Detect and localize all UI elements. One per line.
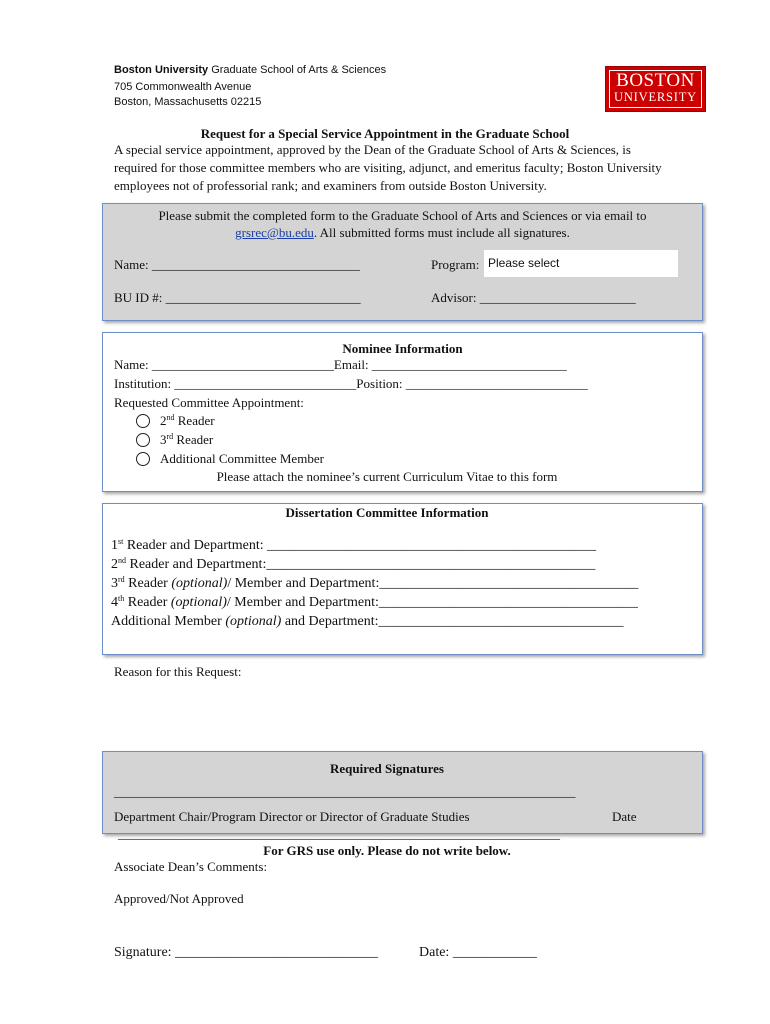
requester-name-field[interactable]: Name: ________________________________	[114, 257, 360, 272]
school-name: Graduate School of Arts & Sciences	[211, 64, 387, 76]
reason-input-area[interactable]	[114, 682, 674, 742]
signatures-heading: Required Signatures	[329, 761, 444, 776]
cv-note: Please attach the nominee’s current Curriculum Vitae to this form	[216, 469, 558, 484]
email-link[interactable]: grsrec@bu.edu	[235, 225, 314, 240]
nominee-heading: Nominee Information	[342, 341, 463, 356]
additional-member-radio[interactable]	[136, 452, 150, 466]
submit-instruction-line2	[102, 224, 703, 241]
submit-instruction-tail: . All submitted forms must include all signatures.	[313, 225, 570, 240]
logo-line-1: BOSTON	[616, 70, 695, 91]
approval-status: Approved/Not Approved	[114, 891, 244, 906]
reason-label: Reason for this Request:	[114, 664, 242, 679]
second-reader-radio[interactable]	[136, 414, 150, 428]
first-reader-field[interactable]: 1st Reader and Department: _______________________________________________	[111, 537, 597, 553]
program-select[interactable]: Please select	[484, 250, 678, 277]
grs-separator-rule: ____________________________________________________________________	[118, 826, 560, 841]
submit-instruction-line1: Please submit the completed form to the Graduate School of Arts and Sciences or via email to	[158, 208, 647, 223]
fourth-reader-field[interactable]: 4th Reader (optional)/ Member and Department:_____________________________________	[111, 594, 638, 610]
grs-heading: For GRS use only. Please do not write below.	[263, 843, 511, 858]
additional-member-label: Additional Committee Member	[160, 451, 324, 466]
advisor-field[interactable]: Advisor: ________________________	[431, 290, 636, 305]
appointment-label: Requested Committee Appointment:	[114, 395, 304, 410]
boston-university-logo	[605, 66, 706, 112]
additional-member-field[interactable]: Additional Member (optional) and Department:___________________________________	[111, 614, 624, 629]
address-line-1: 705 Commonwealth Avenue	[114, 81, 252, 93]
university-school-line	[114, 63, 386, 78]
third-reader-field[interactable]: 3rd Reader (optional)/ Member and Department:_____________________________________	[111, 575, 639, 591]
third-reader-label: 3rd Reader	[160, 432, 214, 447]
form-title: Request for a Special Service Appointment in the Graduate School	[200, 126, 570, 141]
nominee-name-email-fields[interactable]: Name: ____________________________Email: ______________________________	[114, 357, 567, 372]
signature-date-label: Date	[612, 809, 637, 824]
program-label: Program:	[431, 257, 480, 272]
chair-signature-line[interactable]: _______________________________________________________________________	[114, 784, 576, 799]
university-name: Boston University	[114, 64, 209, 76]
logo-line-2: UNIVERSITY	[614, 90, 697, 104]
second-reader-field[interactable]: 2nd Reader and Department:_______________________________________________	[111, 556, 596, 572]
second-reader-label: 2nd Reader	[160, 413, 215, 428]
chair-signature-label: Department Chair/Program Director or Director of Graduate Studies	[114, 809, 470, 824]
nominee-institution-position-fields[interactable]: Institution: ____________________________Position: ____________________________	[114, 376, 588, 391]
third-reader-radio[interactable]	[136, 433, 150, 447]
committee-heading: Dissertation Committee Information	[285, 505, 489, 520]
dean-date-field[interactable]: Date: ____________	[419, 945, 537, 960]
intro-paragraph: A special service appointment, approved by the Dean of the Graduate School of Arts & Sciences, is required for those committee members who are visiting, adjunct, and emeritus faculty; Boston University employees not of professorial rank; and examiners from outside Boston University.	[114, 142, 662, 193]
address-line-2: Boston, Massachusetts 02215	[114, 96, 262, 108]
bu-id-field[interactable]: BU ID #: ______________________________	[114, 290, 361, 305]
dean-signature-field[interactable]: Signature: _____________________________	[114, 945, 379, 960]
dean-comments-label: Associate Dean’s Comments:	[114, 859, 268, 874]
